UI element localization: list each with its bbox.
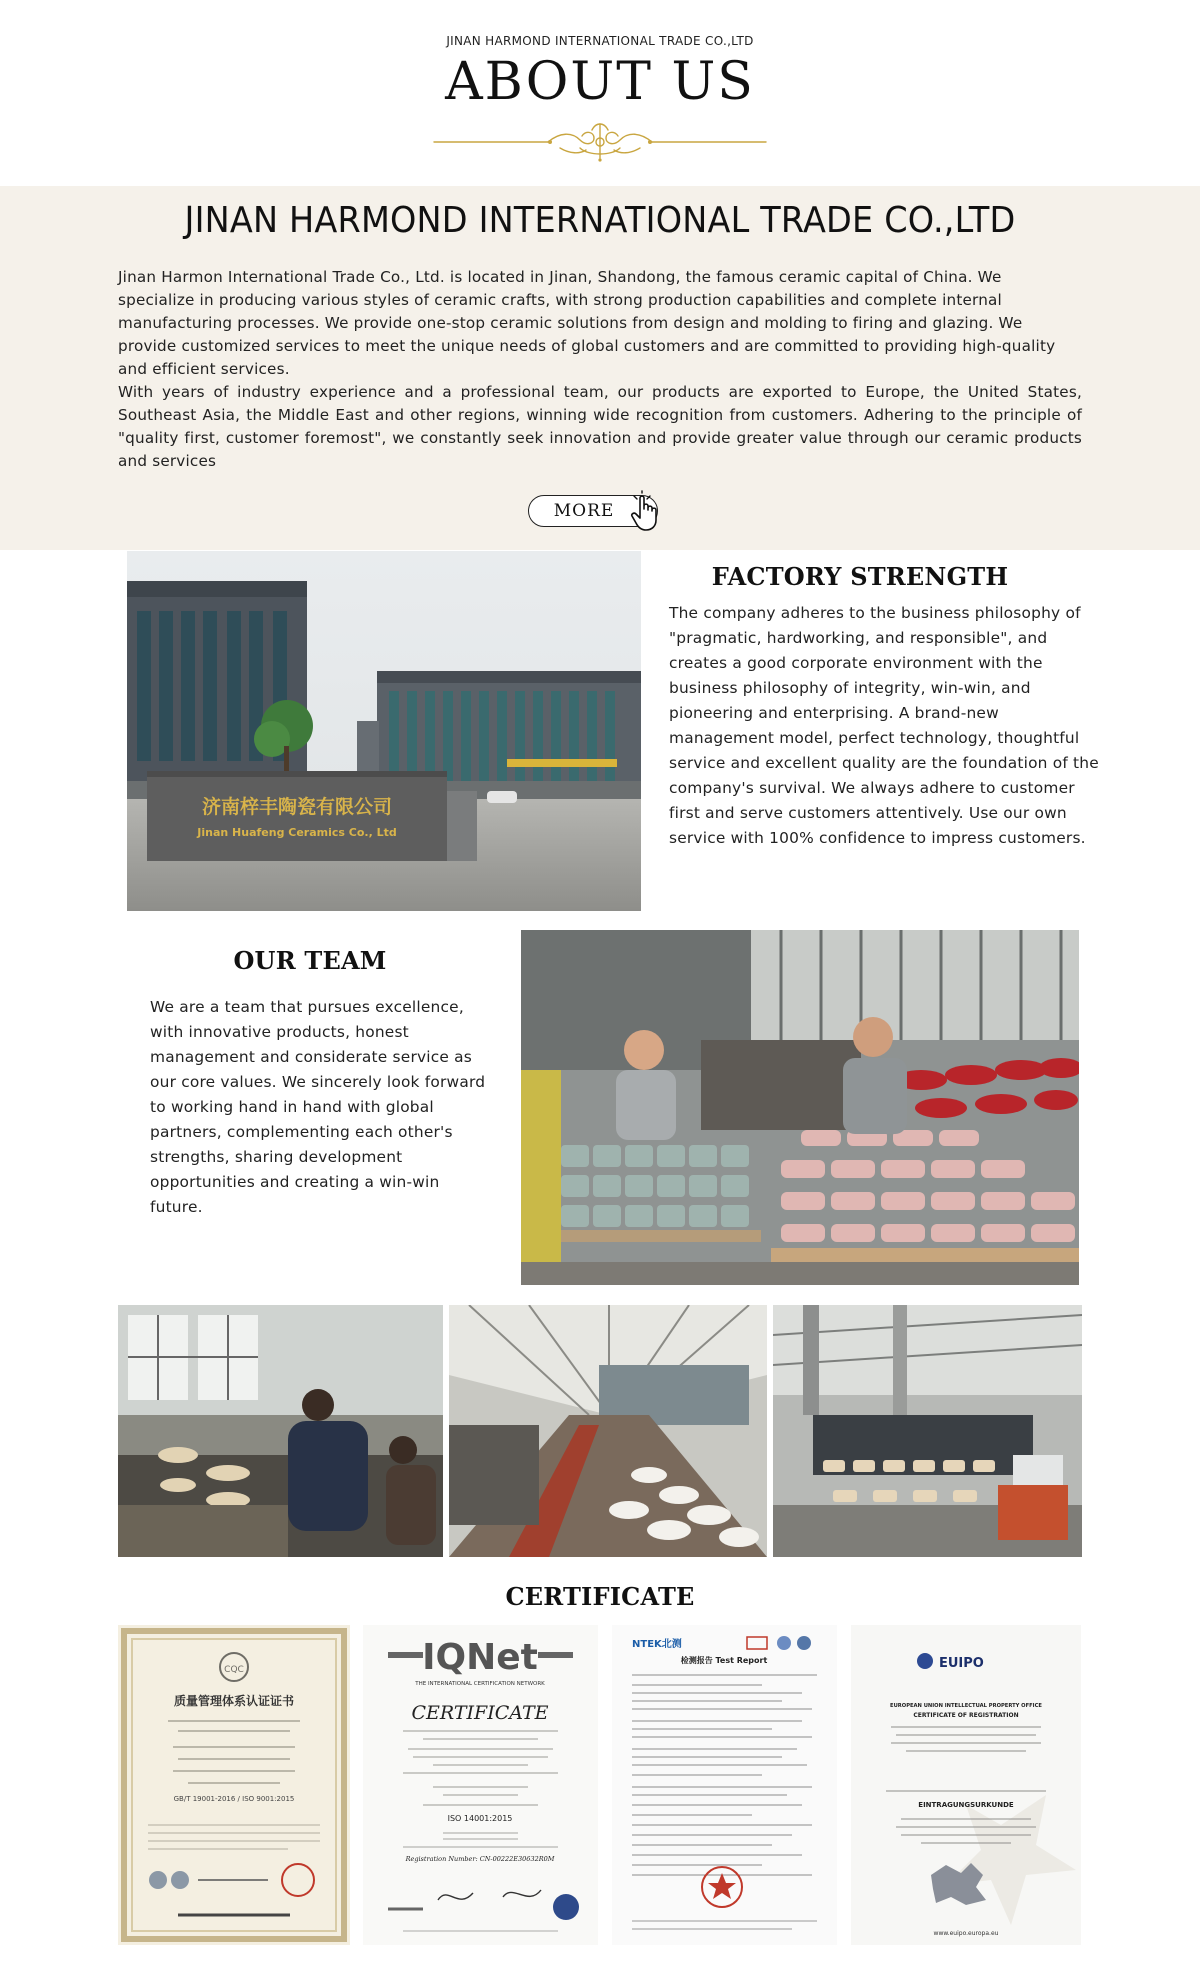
certificate-cqc — [118, 1625, 350, 1945]
factory-sign-cn: 济南梓丰陶瓷有限公司 — [201, 796, 393, 818]
workshop-photo-1 — [118, 1305, 443, 1557]
iqnet-reg-number: Registration Number: CN-00222E30632R0M — [405, 1855, 555, 1863]
ntek-brand: NTEK北测 — [632, 1639, 682, 1650]
pointer-hand-icon — [626, 490, 670, 534]
factory-sign-en: Jinan Huafeng Ceramics Co., Ltd — [197, 826, 397, 839]
factory-strength-title: FACTORY STRENGTH — [711, 562, 1009, 591]
iqnet-network: THE INTERNATIONAL CERTIFICATION NETWORK — [415, 1681, 545, 1687]
more-button-label: MORE — [553, 501, 615, 521]
team-photo — [521, 930, 1079, 1285]
header-company-name: JINAN HARMOND INTERNATIONAL TRADE CO.,LTD — [446, 34, 754, 48]
intro-section — [0, 186, 1200, 550]
intro-paragraph-2: With years of industry experience and a professional team, our products are exported to Europe, the United States, Southeast Asia, the Middle East and other regions, winning wide recognition from customers. Adhering to the principle of "quality first, customer foremost", we constantly seek innovation and provide greater value through our ceramic products and services — [118, 383, 1082, 470]
iqnet-brand: IQNet — [422, 1637, 538, 1678]
euipo-url: www.euipo.europa.eu — [933, 1930, 999, 1937]
our-team-title: OUR TEAM — [233, 946, 387, 975]
factory-strength-text: The company adheres to the business philosophy of "pragmatic, hardworking, and responsible", and creates a good corporate environment with the business philosophy of integrity, win-win, and pioneering and enterprising. A brand-new management model, perfect technology, thoughtful service and excellent quality are the foundation of the company's survival. We always adhere to customer first and serve customers attentively. Use our own service with 100% confidence to impress customers. — [669, 604, 1099, 847]
cqc-title: 质量管理体系认证证书 — [173, 1694, 295, 1708]
cqc-standard: GB/T 19001-2016 / ISO 9001:2015 — [173, 1795, 295, 1803]
gold-ornament-icon — [430, 118, 770, 164]
euipo-line2: CERTIFICATE OF REGISTRATION — [913, 1712, 1019, 1719]
page-title: ABOUT US — [445, 52, 755, 112]
certificate-euipo — [851, 1625, 1081, 1945]
certificate-ntek — [612, 1625, 837, 1945]
ntek-title: 检测报告 Test Report — [680, 1656, 768, 1665]
workshop-photo-3 — [773, 1305, 1082, 1557]
euipo-line1: EUROPEAN UNION INTELLECTUAL PROPERTY OFFICE — [890, 1703, 1042, 1709]
our-team-text: We are a team that pursues excellence, with innovative products, honest management and considerate service as our core values. We sincerely look forward to working hand in hand with global partners, complementing each other's strengths, sharing development opportunities and creating a win-win future. — [150, 998, 486, 1216]
svg-text:CQC: CQC — [224, 1665, 244, 1675]
intro-text — [118, 266, 1082, 473]
iqnet-standard: ISO 14001:2015 — [447, 1814, 513, 1823]
certificate-iqnet — [363, 1625, 598, 1945]
company-title: JINAN HARMOND INTERNATIONAL TRADE CO.,LTD — [184, 200, 1016, 241]
euipo-brand: EUIPO — [939, 1656, 984, 1671]
iqnet-cert-title: CERTIFICATE — [411, 1702, 549, 1724]
workshop-photo-2 — [449, 1305, 767, 1557]
intro-paragraph-1: Jinan Harmon International Trade Co., Ltd. is located in Jinan, Shandong, the famous ceramic capital of China. We specialize in producing various styles of ceramic crafts, with strong production capabilities and complete internal manufacturing processes. We provide one-stop ceramic solutions from design and molding to firing and glazing. We provide customized services to meet the unique needs of global customers and are committed to providing high-quality and efficient services. — [118, 268, 1056, 378]
certificate-title: CERTIFICATE — [505, 1582, 695, 1611]
factory-photo — [127, 551, 641, 911]
euipo-line3: EINTRAGUNGSURKUNDE — [918, 1801, 1014, 1809]
